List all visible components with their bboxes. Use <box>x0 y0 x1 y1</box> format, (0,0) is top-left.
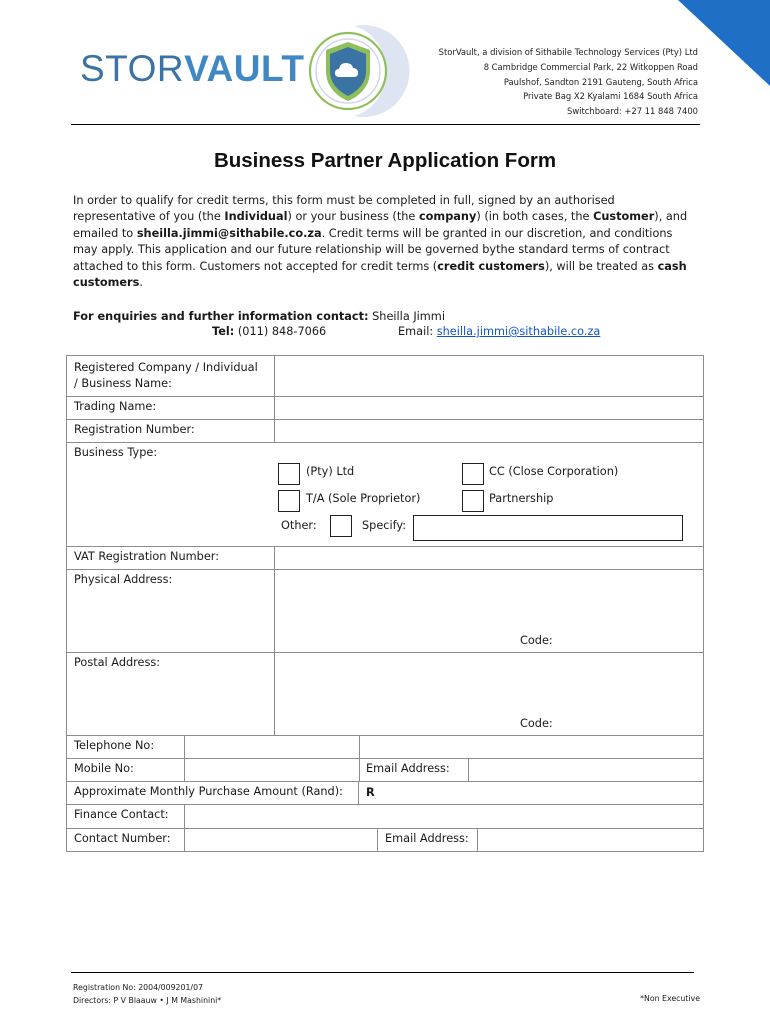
column-line <box>703 355 704 852</box>
column-line <box>358 781 359 804</box>
directors: Directors: P V Blaauw • J M Mashinini* <box>73 996 222 1005</box>
address-line: StorVault, a division of Sithabile Technology Services (Pty) Ltd <box>438 47 698 57</box>
finance-contact-field[interactable] <box>185 805 703 828</box>
cc-checkbox[interactable] <box>462 463 484 485</box>
contact-number-field[interactable] <box>185 829 377 851</box>
business-type-label: Business Type: <box>74 446 158 459</box>
column-line <box>66 355 67 852</box>
specify-input[interactable] <box>413 515 683 541</box>
company-name-label-cont: / Business Name: <box>74 377 172 390</box>
registration-number-field[interactable] <box>275 420 703 442</box>
email-contact: Email: sheilla.jimmi@sithabile.co.za <box>398 325 601 338</box>
intro-paragraph: In order to qualify for credit terms, this form must be completed in full, signed by an authorised representative of you (the Individual) or your business (the company) (in both cases, the Customer), and emailed to sheilla.jimmi@sithabile.co.za. Credit terms will be granted in our discretion, and conditions may apply. This application and our future relationship will be governed bythe standard terms of contract attached to this form. Customers not accepted for credit terms (credit customers), will be treated as cash customers. <box>73 194 688 290</box>
address-line: Private Bag X2 Kyalami 1684 South Africa <box>523 91 698 102</box>
address-line: 8 Cambridge Commercial Park, 22 Witkoppen Road <box>483 61 698 72</box>
cc-label: CC (Close Corporation) <box>489 465 619 478</box>
physical-code-label: Code: <box>520 634 553 647</box>
other-checkbox[interactable] <box>330 515 352 537</box>
pty-ltd-label: (Pty) Ltd <box>306 465 355 478</box>
currency-label: R <box>366 786 375 799</box>
sole-proprietor-checkbox[interactable] <box>278 490 300 512</box>
application-form <box>66 355 704 852</box>
mobile-label: Mobile No: <box>74 762 134 775</box>
finance-email-label: Email Address: <box>385 832 469 845</box>
email-address-label: Email Address: <box>366 762 450 775</box>
contact-email-link[interactable]: sheilla.jimmi@sithabile.co.za <box>436 325 601 338</box>
registration-number: Registration No: 2004/009201/07 <box>73 983 203 992</box>
row-line <box>66 851 704 852</box>
pty-ltd-checkbox[interactable] <box>278 463 300 485</box>
mobile-field[interactable] <box>185 759 359 781</box>
finance-email-field[interactable] <box>478 829 703 851</box>
telephone-field[interactable] <box>185 736 359 758</box>
logo-wordmark: STORVAULT <box>80 48 305 89</box>
company-address <box>439 45 698 119</box>
company-name-field[interactable] <box>275 356 703 396</box>
storvault-logo <box>80 22 410 120</box>
physical-address-field[interactable] <box>275 570 703 652</box>
physical-address-label: Physical Address: <box>74 573 173 586</box>
partnership-checkbox[interactable] <box>462 490 484 512</box>
address-line: Switchboard: +27 11 848 7400 <box>567 106 698 117</box>
telephone-extra-field[interactable] <box>360 736 703 758</box>
row-line <box>66 442 704 443</box>
telephone-label: Telephone No: <box>74 739 155 752</box>
page-title: Business Partner Application Form <box>213 149 557 172</box>
address-line: Paulshof, Sandton 2191 Gauteng, South Africa <box>503 76 698 87</box>
postal-code-label: Code: <box>520 717 553 730</box>
telephone-contact: Tel: (011) 848-7066 <box>212 325 327 338</box>
vat-number-label: VAT Registration Number: <box>74 550 220 563</box>
registration-number-label: Registration Number: <box>74 423 195 436</box>
enquiries-contact: For enquiries and further information contact: Sheilla Jimmi <box>73 310 445 323</box>
company-name-label: Registered Company / Individual <box>74 361 258 374</box>
vat-number-field[interactable] <box>275 547 703 569</box>
purchase-amount-label: Approximate Monthly Purchase Amount (Rand): <box>74 785 343 798</box>
partnership-label: Partnership <box>489 492 554 505</box>
email-address-field[interactable] <box>469 759 703 781</box>
footer-info <box>73 981 221 1007</box>
purchase-amount-field[interactable] <box>378 782 703 804</box>
other-label: Other: <box>281 519 317 532</box>
header-divider <box>71 124 700 125</box>
trading-name-label: Trading Name: <box>74 400 157 413</box>
postal-address-field[interactable] <box>275 653 703 735</box>
non-executive-note: *Non Executive <box>640 994 700 1003</box>
contact-number-label: Contact Number: <box>74 832 171 845</box>
specify-label: Specify: <box>362 519 407 532</box>
finance-contact-label: Finance Contact: <box>74 808 169 821</box>
column-line <box>377 828 378 851</box>
column-line <box>359 758 360 781</box>
trading-name-field[interactable] <box>275 397 703 419</box>
sole-proprietor-label: T/A (Sole Proprietor) <box>306 492 421 505</box>
shield-cloud-icon <box>308 22 412 120</box>
footer-divider <box>71 972 694 973</box>
postal-address-label: Postal Address: <box>74 656 161 669</box>
